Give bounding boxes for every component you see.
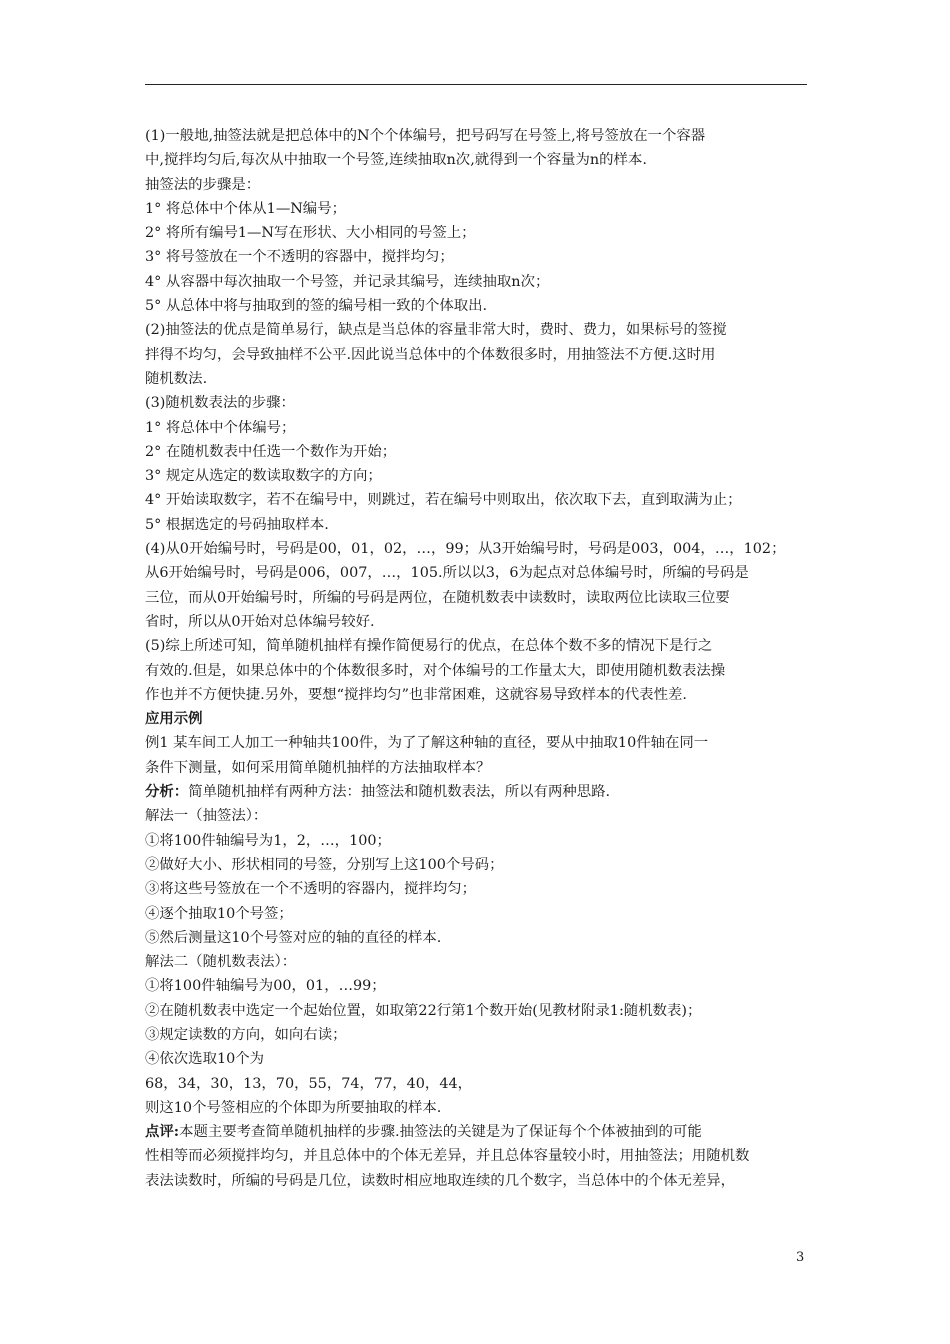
text-line: 4° 从容器中每次抽取一个号签，并记录其编号，连续抽取n次；	[145, 273, 550, 290]
example-line: 条件下测量，如何采用简单随机抽样的方法抽取样本？	[145, 759, 491, 776]
header-rule	[145, 84, 807, 85]
text-line: 有效的.但是，如果总体中的个体数很多时，对个体编号的工作量太大，即使用随机数表法操	[145, 662, 726, 679]
solution-line: ①将100件轴编号为1，2，…，100；	[145, 832, 391, 849]
comment-line	[145, 1120, 809, 1144]
text-line: 拌得不均匀，会导致抽样不公平.因此说当总体中的个体数很多时，用抽签法不方便.这时用	[145, 346, 716, 363]
analysis-label: 分析：	[145, 783, 189, 801]
analysis-line	[145, 780, 809, 804]
comment-text: 本题主要考查简单随机抽样的步骤.抽签法的关键是为了保证每个个体被抽到的可能	[179, 1124, 702, 1141]
text-line: 5° 从总体中将与抽取到的签的编号相一致的个体取出.	[145, 298, 488, 315]
text-line: 3° 规定从选定的数读取数字的方向；	[145, 468, 382, 485]
solution-line: ⑤然后测量这10个号签对应的轴的直径的样本.	[145, 929, 442, 946]
text-line: 作也并不方便快捷.另外，要想“搅拌均匀”也非常困难，这就容易导致样本的代表性差.	[145, 686, 687, 703]
solution-line: ④依次选取10个为	[145, 1051, 265, 1068]
text-line: 1° 将总体中个体编号；	[145, 419, 296, 436]
text-line: 随机数法.	[145, 370, 208, 387]
text-line: 从6开始编号时，号码是006，007，…，105.所以以3，6为起点对总体编号时，所编的号码是	[145, 565, 749, 582]
text-line: (4)从0开始编号时，号码是00，01，02，…，99；从3开始编号时，号码是003，004，…，102；	[145, 541, 786, 558]
solution-line: ④逐个抽取10个号签；	[145, 905, 293, 922]
text-line: (3)随机数表法的步骤：	[145, 395, 295, 412]
text-line: 中,搅拌均匀后,每次从中抽取一个号签,连续抽取n次,就得到一个容量为n的样本.	[145, 152, 647, 169]
solution-line: ①将100件轴编号为00，01，…99；	[145, 978, 386, 995]
text-line: (1)一般地,抽签法就是把总体中的N个个体编号，把号码写在号签上,将号签放在一个容器	[145, 128, 706, 144]
solution-line: ②做好大小、形状相同的号签，分别写上这100个号码；	[145, 856, 504, 873]
text-line: 2° 在随机数表中任选一个数作为开始；	[145, 443, 397, 460]
example-line: 例1 某车间工人加工一种轴共100件，为了了解这种轴的直径，要从中抽取10件轴在同一	[145, 735, 709, 752]
text-line: 3° 将号签放在一个不透明的容器中，搅拌均匀；	[145, 249, 454, 266]
comment-line: 性相等而必须搅拌均匀，并且总体中的个体无差异，并且总体容量较小时，用抽签法；用随机数	[145, 1148, 750, 1165]
text-line: 4° 开始读取数字，若不在编号中，则跳过，若在编号中则取出，依次取下去，直到取满为止；	[145, 492, 742, 509]
text-line: (2)抽签法的优点是简单易行，缺点是当总体的容量非常大时，费时、费力，如果标号的签搅	[145, 322, 727, 339]
solution-line: 68，34，30，13，70，55，74，77，40，44，	[145, 1075, 473, 1092]
solution-line: ③规定读数的方向，如向右读；	[145, 1026, 347, 1043]
solution-line: 解法二（随机数表法）：	[145, 954, 297, 971]
text-line: 三位，而从0开始编号时，所编的号码是两位，在随机数表中读数时，读取两位比读取三位要	[145, 589, 730, 606]
solution-line: 解法一（抽签法）：	[145, 808, 268, 825]
text-line: 省时，所以从0开始对总体编号较好.	[145, 613, 375, 630]
text-line: 抽签法的步骤是：	[145, 176, 261, 193]
comment-label: 点评:	[145, 1123, 180, 1141]
section-heading: 应用示例	[145, 711, 203, 728]
page-number: 3	[796, 1250, 805, 1265]
solution-line: ③将这些号签放在一个不透明的容器内，搅拌均匀；	[145, 881, 476, 898]
body-text	[145, 124, 809, 1193]
text-line: 2° 将所有编号1—N写在形状、大小相同的号签上；	[145, 225, 476, 242]
text-line: 5° 根据选定的号码抽取样本.	[145, 516, 329, 533]
text-line: (5)综上所述可知，简单随机抽样有操作简便易行的优点，在总体个数不多的情况下是行之	[145, 638, 713, 655]
comment-line: 表法读数时，所编的号码是几位，读数时相应地取连续的几个数字，当总体中的个体无差异，	[145, 1172, 736, 1189]
analysis-text: 简单随机抽样有两种方法：抽签法和随机数表法，所以有两种思路.	[188, 784, 611, 801]
solution-line: 则这10个号签相应的个体即为所要抽取的样本.	[145, 1099, 442, 1116]
text-line: 1° 将总体中个体从1—N编号；	[145, 200, 346, 217]
solution-line: ②在随机数表中选定一个起始位置，如取第22行第1个数开始(见教材附录1:随机数表)；	[145, 1002, 702, 1019]
